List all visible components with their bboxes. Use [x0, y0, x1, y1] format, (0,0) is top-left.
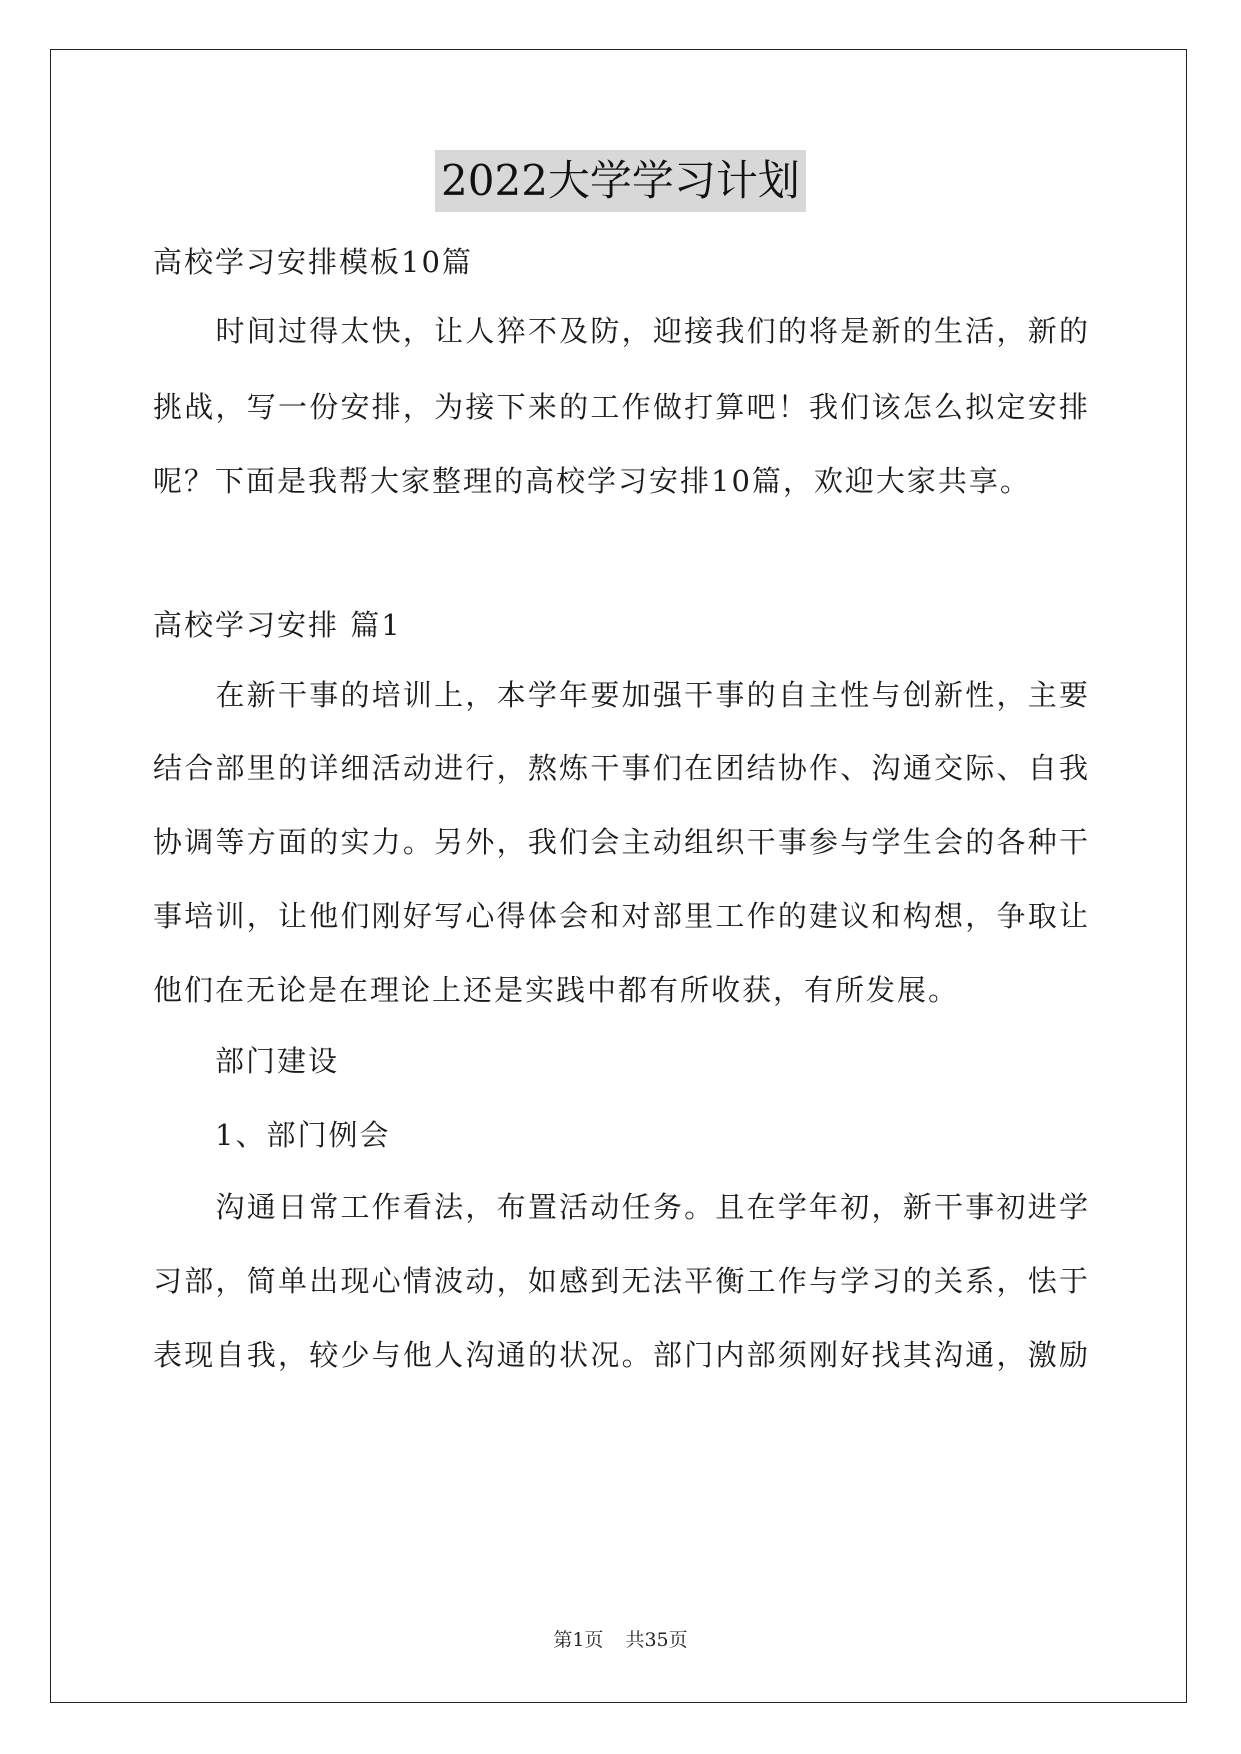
subtitle-line: 高校学习安排模板10篇: [153, 245, 473, 279]
page-border: [50, 49, 1187, 1703]
paragraph-line: 表现自我，较少与他人沟通的状况。部门内部须刚好找其沟通，激励: [153, 1338, 1090, 1372]
paragraph-line: 挑战，写一份安排，为接下来的工作做打算吧！我们该怎么拟定安排: [153, 390, 1090, 424]
paragraph-line: 沟通日常工作看法，布置活动任务。且在学年初，新干事初进学: [153, 1190, 1090, 1224]
paragraph-line: 习部，简单出现心情波动，如感到无法平衡工作与学习的关系，怯于: [153, 1264, 1090, 1298]
paragraph-line: 在新干事的培训上，本学年要加强干事的自主性与创新性，主要: [153, 678, 1090, 712]
document-title: 2022大学学习计划: [435, 150, 806, 212]
paragraph-line: 协调等方面的实力。另外，我们会主动组织干事参与学生会的各种干: [153, 825, 1090, 859]
paragraph-line: 他们在无论是在理论上还是实践中都有所收获，有所发展。: [153, 973, 960, 1007]
page-footer: [0, 1625, 1241, 1652]
title-container: [0, 150, 1241, 212]
paragraph-line: 时间过得太快，让人猝不及防，迎接我们的将是新的生活，新的: [153, 314, 1090, 348]
paragraph-line: 呢？下面是我帮大家整理的高校学习安排10篇，欢迎大家共享。: [153, 464, 1031, 498]
paragraph-line: 事培训，让他们刚好写心得体会和对部里工作的建议和构想，争取让: [153, 899, 1090, 933]
section-heading: 高校学习安排 篇1: [153, 608, 402, 642]
page-number: 第1页: [553, 1629, 604, 1651]
subheading-line: 部门建设: [153, 1044, 340, 1078]
page-total: 共35页: [625, 1629, 688, 1651]
paragraph-line: 结合部里的详细活动进行，熬炼干事们在团结协作、沟通交际、自我: [153, 751, 1090, 785]
subheading-line: 1、部门例会: [153, 1118, 391, 1152]
